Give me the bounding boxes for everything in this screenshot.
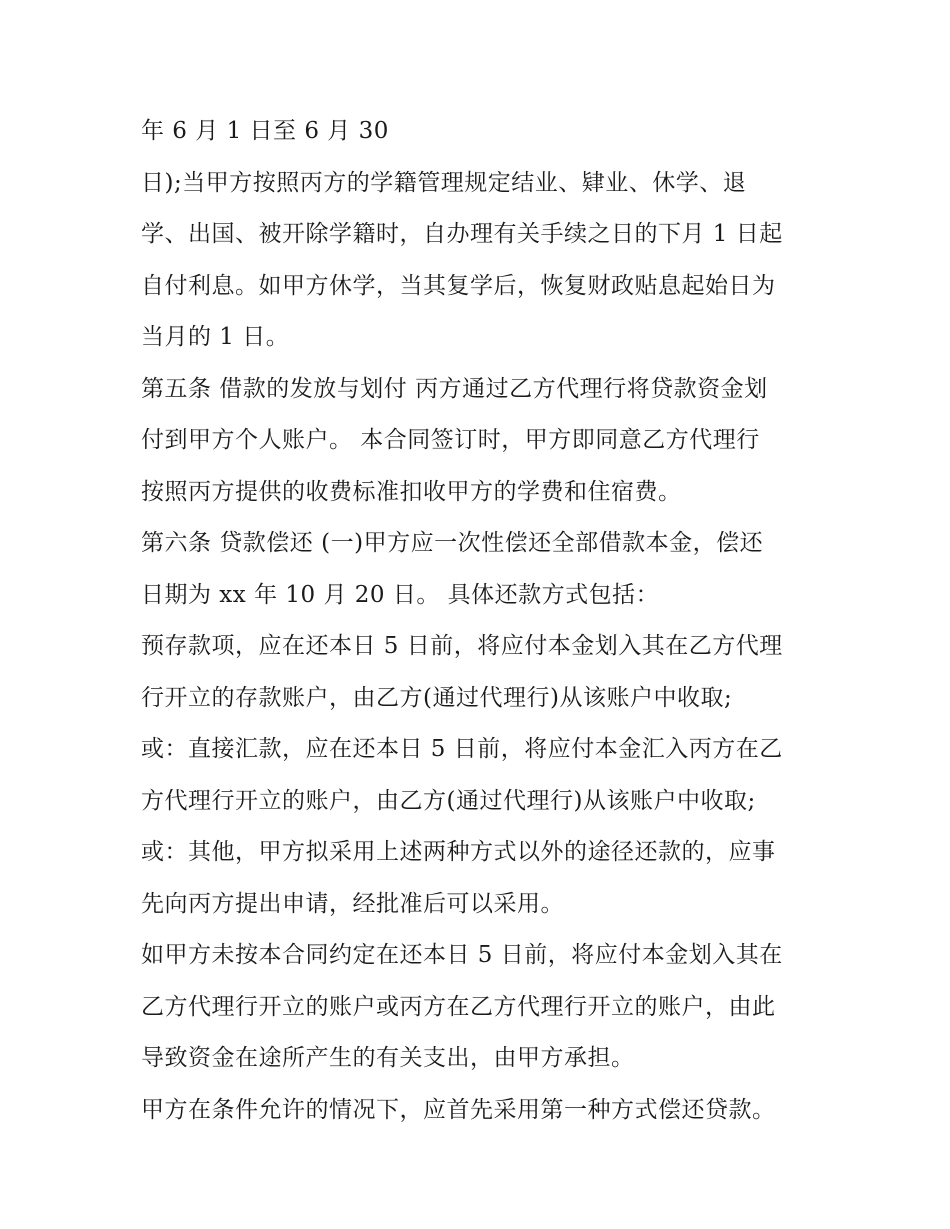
text-line: 学、出国、被开除学籍时，自办理有关手续之日的下月 1 日起 — [141, 221, 783, 247]
article-6-line: 第六条 贷款偿还 (一)甲方应一次性偿还全部借款本金，偿还 — [141, 530, 764, 556]
text-line: 导致资金在途所产生的有关支出，由甲方承担。 — [141, 1045, 635, 1071]
text-line: 或：直接汇款，应在还本日 5 日前，将应付本金汇入丙方在乙 — [141, 736, 783, 762]
text-line: 行开立的存款账户，由乙方(通过代理行)从该账户中收取; — [141, 684, 733, 711]
text-line: 乙方代理行开立的账户或丙方在乙方代理行开立的账户，由此 — [141, 993, 776, 1020]
text-line: 甲方在条件允许的情况下，应首先采用第一种方式偿还贷款。 — [141, 1096, 776, 1123]
text-line: 预存款项，应在还本日 5 日前，将应付本金划入其在乙方代理 — [141, 633, 783, 659]
document-body — [141, 106, 831, 1136]
text-line: 日);当甲方按照丙方的学籍管理规定结业、肄业、休学、退 — [141, 169, 747, 196]
text-line: 如甲方未按本合同约定在还本日 5 日前，将应付本金划入其在 — [141, 942, 783, 968]
text-line: 先向丙方提出申请，经批准后可以采用。 — [141, 890, 564, 917]
text-line: 或：其他，甲方拟采用上述两种方式以外的途径还款的，应事 — [141, 839, 776, 865]
article-5-line: 第五条 借款的发放与划付 丙方通过乙方代理行将贷款资金划 — [141, 375, 768, 402]
text-line: 日期为 xx 年 10 月 20 日。 具体还款方式包括： — [141, 581, 660, 608]
text-line: 付到甲方个人账户。 本合同签订时，甲方即同意乙方代理行 — [141, 427, 760, 453]
text-line: 自付利息。如甲方休学，当其复学后，恢复财政贴息起始日为 — [141, 272, 776, 299]
text-line: 按照丙方提供的收费标准扣收甲方的学费和住宿费。 — [141, 478, 682, 505]
text-line: 当月的 1 日。 — [141, 324, 290, 350]
text-line: 方代理行开立的账户，由乙方(通过代理行)从该账户中收取; — [141, 787, 756, 814]
text-line: 年 6 月 1 日至 6 月 30 — [141, 118, 389, 144]
